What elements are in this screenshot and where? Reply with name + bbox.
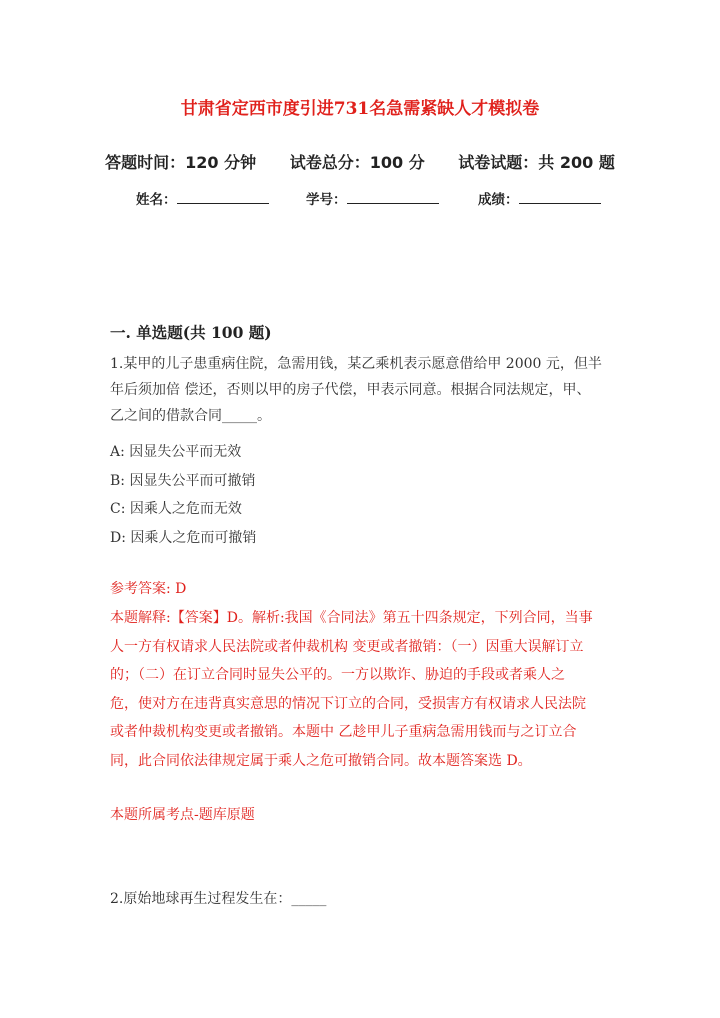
question-1 [110,351,610,429]
id-field [306,188,439,208]
explanation-line: 本题解释:【答案】D。解析:我国《合同法》第五十四条规定，下列合同，当事 [110,610,593,626]
question-1-explanation [110,604,612,775]
exam-title: 甘肃省定西市度引进731名急需紧缺人才模拟卷 [180,99,540,119]
explanation-line: 的；（二）在订立合同时显失公平的。一方以欺诈、胁迫的手段或者乘人之 [110,667,565,683]
name-blank-line[interactable] [177,189,269,204]
score-blank-line[interactable] [519,189,601,204]
option-b: B: 因显失公平而可撤销 [110,472,256,489]
section-title: 一. 单选题(共 100 题) [110,323,272,342]
name-field [136,188,269,208]
exam-time: 答题时间：120 分钟 [105,153,257,172]
exam-total-questions: 试卷试题：共 200 题 [458,153,615,172]
question-1-source: 本题所属考点-题库原题 [110,807,255,823]
explanation-line: 或者仲裁机构变更或者撤销。本题中 乙趁甲儿子重病急需用钱而与之订立合 [110,724,577,740]
question-1-options [110,438,256,552]
question-1-answer: 参考答案: D [110,581,187,597]
id-label: 学号： [306,192,347,208]
score-field [478,188,601,208]
question-1-line: 年后须加倍 偿还，否则以甲的房子代偿，甲表示同意。根据合同法规定，甲、 [110,382,591,398]
question-2: 2.原始地球再生过程发生在：_____ [110,891,327,907]
option-c: C: 因乘人之危而无效 [110,501,242,517]
explanation-line: 同，此合同依法律规定属于乘人之危可撤销合同。故本题答案选 D。 [110,752,532,769]
explanation-line: 危，使对方在违背真实意思的情况下订立的合同，受损害方有权请求人民法院 [110,695,586,712]
explanation-line: 人一方有权请求人民法院或者仲裁机构 变更或者撤销：（一）因重大误解订立 [110,638,584,655]
score-label: 成绩： [478,192,519,208]
exam-meta [0,150,720,173]
id-blank-line[interactable] [347,189,439,204]
option-d: D: 因乘人之危而可撤销 [110,529,257,546]
option-a: A: 因显失公平而无效 [110,444,242,460]
question-1-line: 乙之间的借款合同_____。 [110,408,271,424]
question-1-line: 1.某甲的儿子患重病住院，急需用钱，某乙乘机表示愿意借给甲 2000 元，但半 [110,356,602,372]
exam-total-score: 试卷总分：100 分 [289,153,425,172]
name-label: 姓名： [136,192,177,208]
